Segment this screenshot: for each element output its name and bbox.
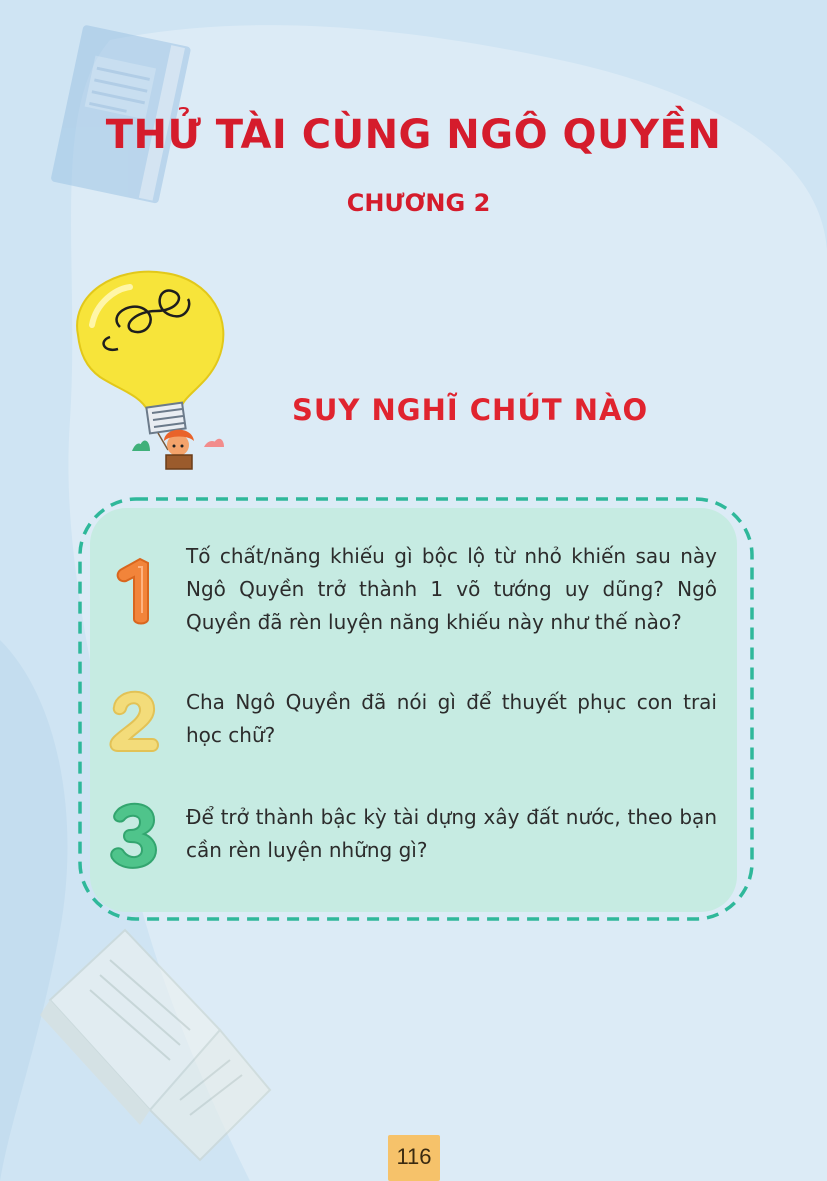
page-title: THỬ TÀI CÙNG NGÔ QUYỀN bbox=[105, 112, 722, 158]
question-1-text: Tố chất/năng khiếu gì bộc lộ từ nhỏ khiến sau này Ngô Quyền trở thành 1 võ tướng uy dũng? Ngô Quyền đã rèn luyện năng khiếu này như thế nào? bbox=[186, 544, 717, 634]
number-2-icon bbox=[104, 683, 164, 759]
lightbulb-balloon-icon bbox=[60, 265, 250, 480]
number-3-icon bbox=[104, 798, 164, 874]
page-number-badge bbox=[388, 1135, 440, 1181]
open-book-icon bbox=[30, 910, 280, 1180]
question-2-text: Cha Ngô Quyền đã nói gì để thuyết phục con trai học chữ? bbox=[186, 690, 717, 747]
question-3-text: Để trở thành bậc kỳ tài dựng xây đất nước, theo bạn cần rèn luyện những gì? bbox=[186, 805, 717, 862]
page-number: 116 bbox=[396, 1144, 432, 1169]
number-1-icon bbox=[104, 553, 164, 629]
chapter-subtitle: CHƯƠNG 2 bbox=[346, 189, 491, 217]
section-heading: SUY NGHĨ CHÚT NÀO bbox=[292, 393, 649, 427]
